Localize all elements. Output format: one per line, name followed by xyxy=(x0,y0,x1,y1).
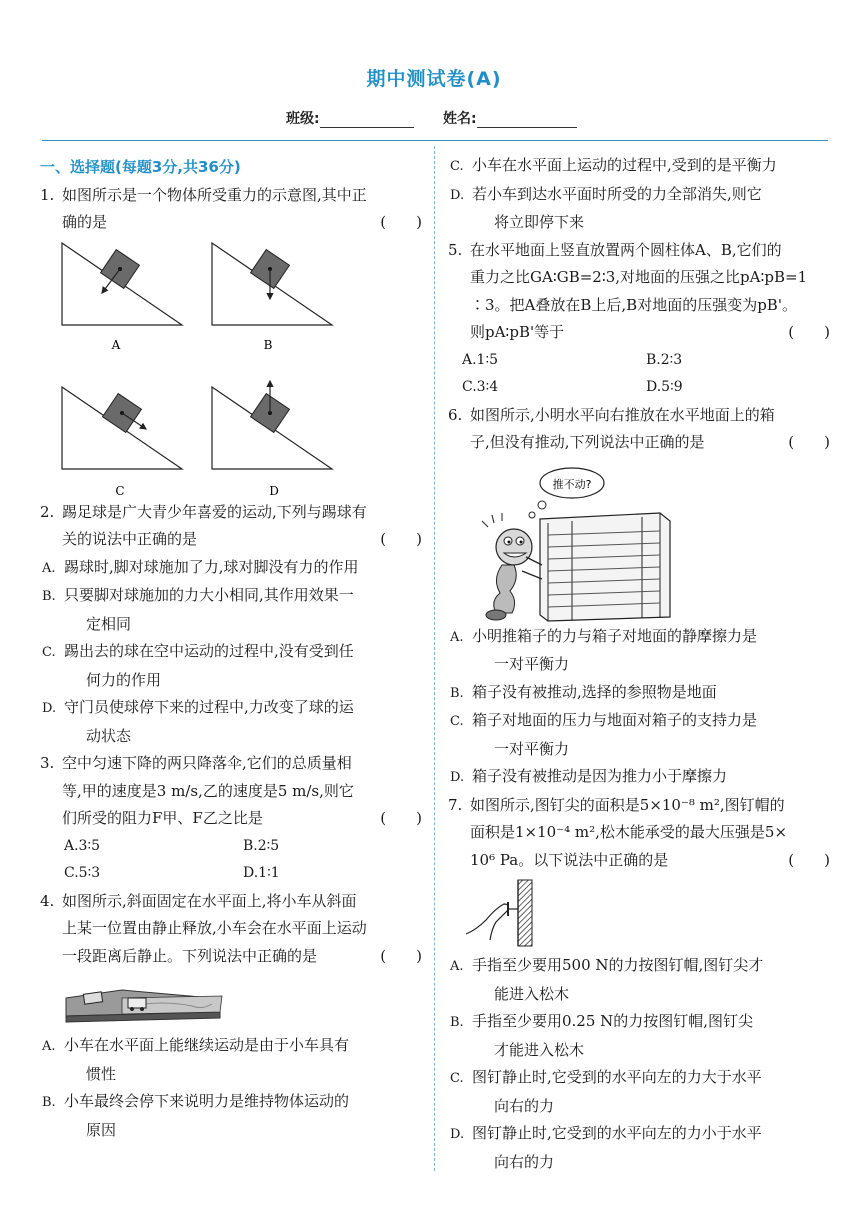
option-5a[interactable]: A.1∶5 xyxy=(462,351,499,368)
question-4 xyxy=(40,888,422,971)
option-7c[interactable]: C. 图钉静止时,它受到的水平向左的力大于水平 xyxy=(450,1068,762,1086)
question-text: 在水平地面上竖直放置两个圆柱体A、B,它们的 xyxy=(470,240,782,259)
question-3 xyxy=(40,750,422,833)
question-text: 如图所示,图钉尖的面积是5×10⁻⁸ m²,图钉帽的 xyxy=(470,795,785,814)
option-3a[interactable]: A.3∶5 xyxy=(64,837,101,854)
answer-bracket[interactable]: ( ) xyxy=(380,530,422,548)
right-column xyxy=(448,152,830,1176)
pine-board xyxy=(518,880,532,946)
question-number: 3. xyxy=(40,754,55,772)
option-7d[interactable]: D. 图钉静止时,它受到的水平向左的力小于水平 xyxy=(450,1124,762,1142)
option-7b-cont: 才能进入松木 xyxy=(494,1040,585,1059)
answer-bracket[interactable]: ( ) xyxy=(380,213,422,231)
question-5 xyxy=(448,237,830,347)
name-label: 姓名: xyxy=(443,111,477,127)
question-text: 确的是 xyxy=(62,213,108,231)
option-5d[interactable]: D.5∶9 xyxy=(646,379,683,395)
option-2c[interactable]: C. 踢出去的球在空中运动的过程中,没有受到任 xyxy=(42,642,354,660)
question-text: 则pA∶pB'等于 xyxy=(470,323,565,341)
name-blank[interactable] xyxy=(477,113,577,128)
question-text: 如图所示,小明水平向右推放在水平地面上的箱 xyxy=(470,405,775,424)
question-number: 4. xyxy=(40,891,55,910)
option-4c[interactable]: C. 小车在水平面上运动的过程中,受到的是平衡力 xyxy=(450,156,777,174)
option-3b[interactable]: B.2∶5 xyxy=(243,837,280,854)
answer-bracket[interactable]: ( ) xyxy=(788,323,830,341)
option-4b-cont: 原因 xyxy=(86,1120,117,1139)
column-divider xyxy=(434,146,435,1171)
option-5b[interactable]: B.2∶3 xyxy=(646,351,683,368)
options-3-row2 xyxy=(40,860,422,888)
question-6 xyxy=(448,402,830,457)
label-c: C xyxy=(115,483,125,498)
label-d: D xyxy=(269,483,279,498)
option-2c-cont: 何力的作用 xyxy=(86,670,162,689)
question-1 xyxy=(40,182,422,237)
option-4b[interactable]: B. 小车最终会停下来说明力是维持物体运动的 xyxy=(42,1092,350,1110)
question-text: 如图所示是一个物体所受重力的示意图,其中正 xyxy=(62,185,367,204)
gravity-diagram xyxy=(60,237,360,499)
option-3c[interactable]: C.5∶3 xyxy=(64,865,101,881)
question-7 xyxy=(448,792,830,875)
question-text: 踢足球是广大青少年喜爱的运动,下列与踢球有 xyxy=(62,502,367,521)
option-2b-cont: 定相同 xyxy=(86,614,132,633)
thumbtack-diagram xyxy=(462,878,562,952)
question-text: 上某一位置由静止释放,小车会在水平面上运动 xyxy=(62,919,367,937)
page-title: 期中测试卷(A) xyxy=(366,68,502,90)
character-body xyxy=(494,565,517,613)
question-text: 重力之比GA∶GB=2∶3,对地面的压强之比pA∶pB=1 xyxy=(470,268,808,286)
push-box-cartoon xyxy=(462,461,682,623)
question-text: 空中匀速下降的两只降落伞,它们的总质量相 xyxy=(62,754,352,772)
option-6a[interactable]: A. 小明推箱子的力与箱子对地面的静摩擦力是 xyxy=(450,626,758,645)
answer-bracket[interactable]: ( ) xyxy=(380,809,422,827)
option-4a[interactable]: A. 小车在水平面上能继续运动是由于小车具有 xyxy=(42,1036,350,1054)
class-field xyxy=(286,108,414,128)
option-3d[interactable]: D.1∶1 xyxy=(243,865,280,881)
label-a: A xyxy=(111,337,121,352)
question-text: 等,甲的速度是3 m/s,乙的速度是5 m/s,则它 xyxy=(62,781,354,800)
option-6b[interactable]: B. 箱子没有被推动,选择的参照物是地面 xyxy=(450,682,717,701)
question-text: 关的说法中正确的是 xyxy=(62,530,198,548)
finger xyxy=(466,904,509,940)
option-2b[interactable]: B. 只要脚对球施加的力大小相同,其作用效果一 xyxy=(42,586,354,604)
option-6d[interactable]: D. 箱子没有被推动是因为推力小于摩擦力 xyxy=(450,767,728,785)
option-6a-cont: 一对平衡力 xyxy=(494,655,570,673)
bubble-text: 推不动? xyxy=(552,477,592,491)
options-3-row1 xyxy=(40,833,422,861)
option-2d[interactable]: D. 守门员使球停下来的过程中,力改变了球的运 xyxy=(42,698,354,716)
question-text: 面积是1×10⁻⁴ m²,松木能承受的最大压强是5× xyxy=(470,823,788,841)
option-6c[interactable]: C. 箱子对地面的压力与地面对箱子的支持力是 xyxy=(450,711,758,729)
option-4a-cont: 惯性 xyxy=(86,1064,117,1083)
question-2 xyxy=(40,499,422,554)
option-7b[interactable]: B. 手指至少要用0.25 N的力按图钉帽,图钉尖 xyxy=(450,1012,754,1030)
question-number: 7. xyxy=(448,795,463,814)
question-text: 一段距离后静止。下列说法中正确的是 xyxy=(62,946,318,965)
question-text: 10⁶ Pa。以下说法中正确的是 xyxy=(470,850,669,869)
option-7a[interactable]: A. 手指至少要用500 N的力按图钉帽,图钉尖才 xyxy=(450,956,764,974)
section-title: 一、选择题(每题3分,共36分) xyxy=(40,158,241,176)
class-label: 班级: xyxy=(286,111,320,127)
option-4d[interactable]: D. 若小车到达水平面时所受的力全部消失,则它 xyxy=(450,184,762,203)
header-rule xyxy=(42,140,828,141)
options-5-row1 xyxy=(448,347,830,375)
option-5c[interactable]: C.3∶4 xyxy=(462,379,499,395)
answer-bracket[interactable]: ( ) xyxy=(788,433,830,451)
option-6c-cont: 一对平衡力 xyxy=(494,739,570,758)
answer-bracket[interactable]: ( ) xyxy=(788,850,830,869)
options-5-row2 xyxy=(448,374,830,402)
option-4d-cont: 将立即停下来 xyxy=(494,213,585,231)
question-text: 子,但没有推动,下列说法中正确的是 xyxy=(470,433,705,451)
question-number: 5. xyxy=(448,240,463,259)
option-7c-cont: 向右的力 xyxy=(494,1096,555,1115)
label-b: B xyxy=(263,337,273,352)
question-number: 2. xyxy=(40,502,55,521)
name-field xyxy=(443,108,577,128)
option-2d-cont: 动状态 xyxy=(86,726,132,745)
question-number: 6. xyxy=(448,405,463,424)
class-blank[interactable] xyxy=(320,113,414,128)
question-text: ∶3。把A叠放在B上后,B对地面的压强变为pB'。 xyxy=(470,295,797,314)
option-7d-cont: 向右的力 xyxy=(494,1152,555,1171)
question-text: 们所受的阻力F甲、F乙之比是 xyxy=(62,809,263,827)
cart-slope-diagram xyxy=(62,976,262,1032)
option-7a-cont: 能进入松木 xyxy=(494,984,570,1003)
answer-bracket[interactable]: ( ) xyxy=(380,946,422,965)
left-column xyxy=(40,154,422,1144)
character-head xyxy=(496,529,532,565)
option-2a[interactable]: A. 踢球时,脚对球施加了力,球对脚没有力的作用 xyxy=(42,557,359,576)
question-text: 如图所示,斜面固定在水平面上,将小车从斜面 xyxy=(62,891,357,910)
question-number: 1. xyxy=(40,185,55,204)
